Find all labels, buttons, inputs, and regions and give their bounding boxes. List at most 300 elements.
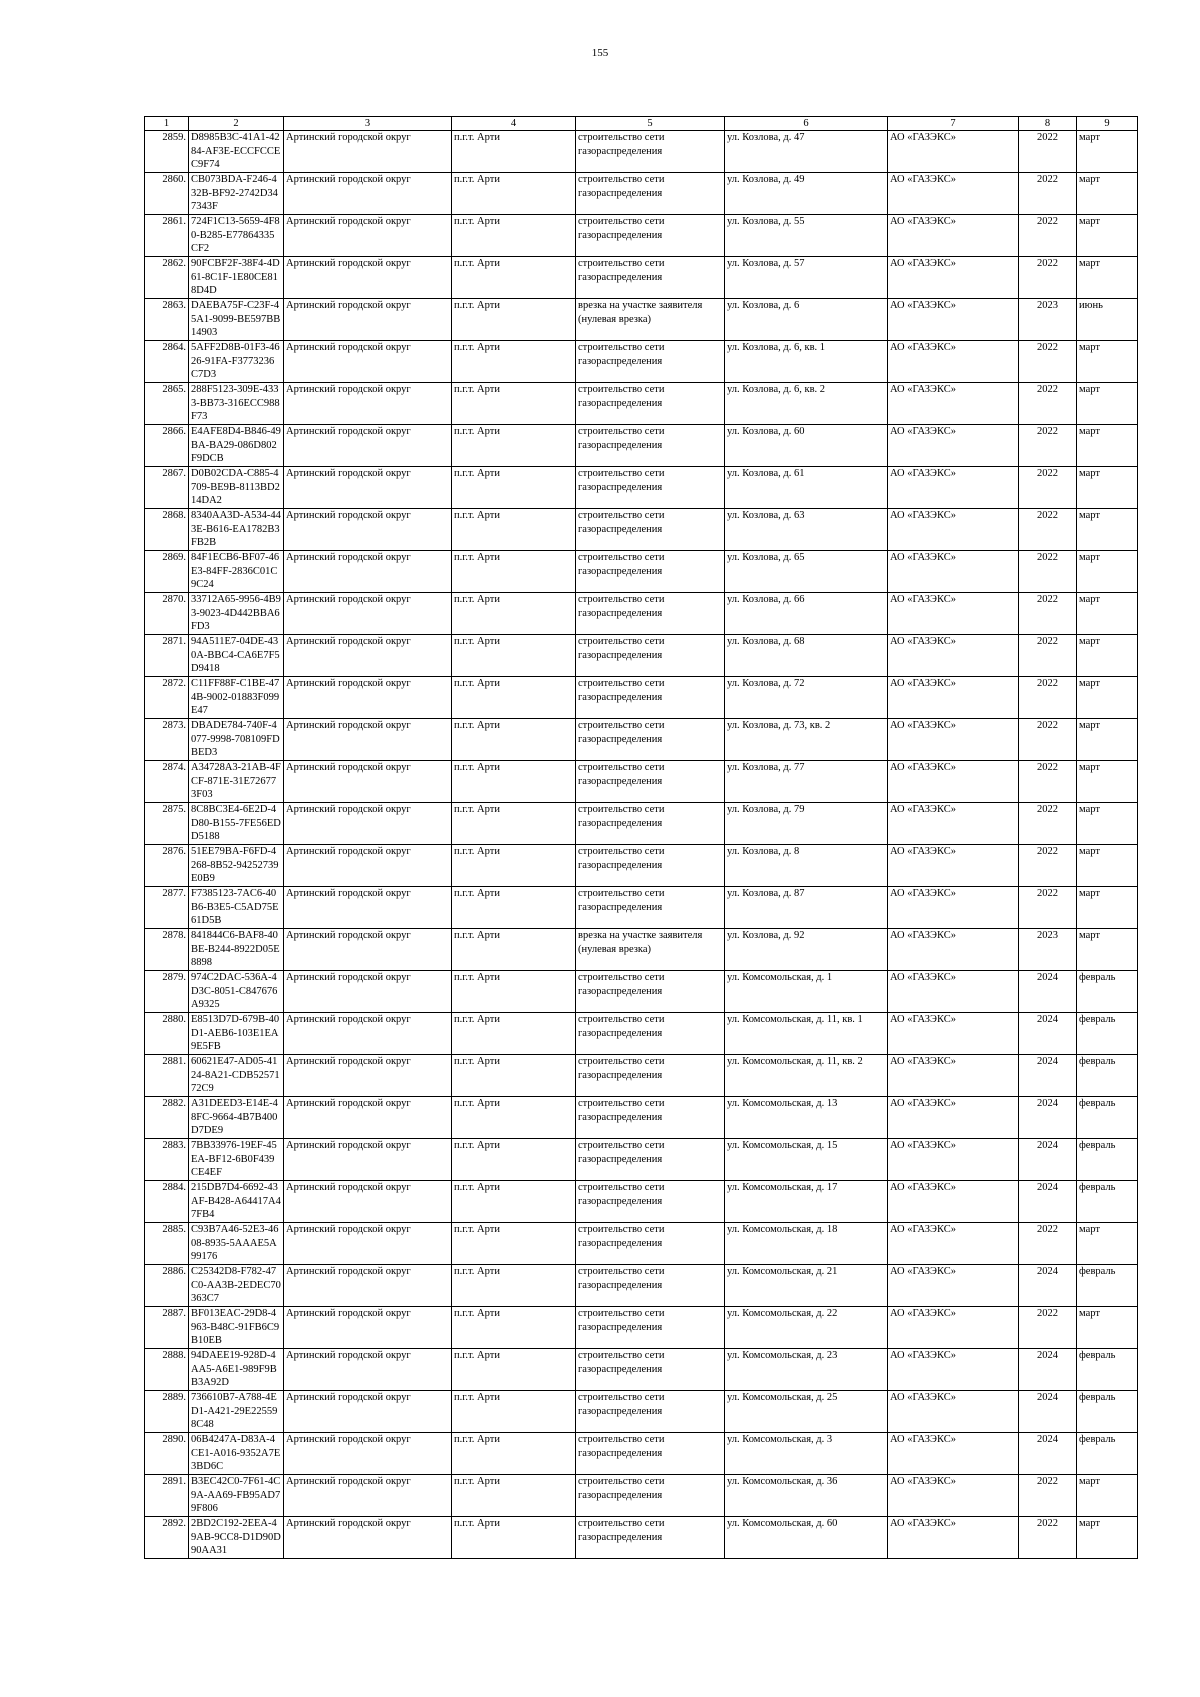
organization-cell: АО «ГАЗЭКС»: [888, 1223, 1019, 1265]
work-type-cell: строительство сети газораспределения: [576, 1013, 725, 1055]
table-row: [145, 677, 1138, 719]
object-id-cell: 288F5123-309E-4333-BB73-316ECC988F73: [189, 383, 284, 425]
month-cell: март: [1077, 1307, 1138, 1349]
settlement-cell: п.г.т. Арти: [452, 719, 576, 761]
table-row: [145, 425, 1138, 467]
organization-cell: АО «ГАЗЭКС»: [888, 1307, 1019, 1349]
year-cell: 2024: [1019, 1055, 1077, 1097]
table-row: [145, 929, 1138, 971]
work-type-cell: строительство сети газораспределения: [576, 383, 725, 425]
month-cell: март: [1077, 215, 1138, 257]
object-id-cell: CB073BDA-F246-432B-BF92-2742D347343F: [189, 173, 284, 215]
object-id-cell: B3EC42C0-7F61-4C9A-AA69-FB95AD79F806: [189, 1475, 284, 1517]
month-cell: март: [1077, 593, 1138, 635]
settlement-cell: п.г.т. Арти: [452, 971, 576, 1013]
table-row: [145, 593, 1138, 635]
address-cell: ул. Козлова, д. 49: [725, 173, 888, 215]
municipality-cell: Артинский городской округ: [284, 1139, 452, 1181]
column-header-4: 4: [452, 117, 576, 131]
address-cell: ул. Козлова, д. 65: [725, 551, 888, 593]
address-cell: ул. Козлова, д. 87: [725, 887, 888, 929]
work-type-cell: строительство сети газораспределения: [576, 1223, 725, 1265]
settlement-cell: п.г.т. Арти: [452, 1307, 576, 1349]
address-cell: ул. Козлова, д. 6, кв. 2: [725, 383, 888, 425]
organization-cell: АО «ГАЗЭКС»: [888, 131, 1019, 173]
column-header-9: 9: [1077, 117, 1138, 131]
row-number-cell: 2860.: [145, 173, 189, 215]
object-id-cell: 7BB33976-19EF-45EA-BF12-6B0F439CE4EF: [189, 1139, 284, 1181]
organization-cell: АО «ГАЗЭКС»: [888, 593, 1019, 635]
year-cell: 2022: [1019, 887, 1077, 929]
work-type-cell: строительство сети газораспределения: [576, 845, 725, 887]
object-id-cell: 724F1C13-5659-4F80-B285-E77864335CF2: [189, 215, 284, 257]
work-type-cell: строительство сети газораспределения: [576, 1097, 725, 1139]
municipality-cell: Артинский городской округ: [284, 509, 452, 551]
address-cell: ул. Комсомольская, д. 13: [725, 1097, 888, 1139]
table-row: [145, 719, 1138, 761]
table-row: [145, 1517, 1138, 1559]
table-row: [145, 1307, 1138, 1349]
organization-cell: АО «ГАЗЭКС»: [888, 257, 1019, 299]
settlement-cell: п.г.т. Арти: [452, 131, 576, 173]
column-header-3: 3: [284, 117, 452, 131]
municipality-cell: Артинский городской округ: [284, 971, 452, 1013]
month-cell: март: [1077, 341, 1138, 383]
row-number-cell: 2871.: [145, 635, 189, 677]
month-cell: март: [1077, 845, 1138, 887]
organization-cell: АО «ГАЗЭКС»: [888, 1349, 1019, 1391]
settlement-cell: п.г.т. Арти: [452, 1181, 576, 1223]
object-id-cell: A34728A3-21AB-4FCF-871E-31E726773F03: [189, 761, 284, 803]
row-number-cell: 2879.: [145, 971, 189, 1013]
organization-cell: АО «ГАЗЭКС»: [888, 803, 1019, 845]
object-id-cell: D8985B3C-41A1-4284-AF3E-ECCFCCEC9F74: [189, 131, 284, 173]
municipality-cell: Артинский городской округ: [284, 635, 452, 677]
table-row: [145, 803, 1138, 845]
object-id-cell: 736610B7-A788-4ED1-A421-29E225598C48: [189, 1391, 284, 1433]
row-number-cell: 2883.: [145, 1139, 189, 1181]
year-cell: 2022: [1019, 635, 1077, 677]
year-cell: 2024: [1019, 1265, 1077, 1307]
work-type-cell: строительство сети газораспределения: [576, 509, 725, 551]
municipality-cell: Артинский городской округ: [284, 1517, 452, 1559]
address-cell: ул. Комсомольская, д. 17: [725, 1181, 888, 1223]
row-number-cell: 2875.: [145, 803, 189, 845]
organization-cell: АО «ГАЗЭКС»: [888, 1433, 1019, 1475]
organization-cell: АО «ГАЗЭКС»: [888, 719, 1019, 761]
row-number-cell: 2884.: [145, 1181, 189, 1223]
municipality-cell: Артинский городской округ: [284, 593, 452, 635]
work-type-cell: строительство сети газораспределения: [576, 1139, 725, 1181]
work-type-cell: строительство сети газораспределения: [576, 1433, 725, 1475]
object-id-cell: 841844C6-BAF8-40BE-B244-8922D05E8898: [189, 929, 284, 971]
organization-cell: АО «ГАЗЭКС»: [888, 845, 1019, 887]
row-number-cell: 2866.: [145, 425, 189, 467]
row-number-cell: 2882.: [145, 1097, 189, 1139]
organization-cell: АО «ГАЗЭКС»: [888, 635, 1019, 677]
row-number-cell: 2885.: [145, 1223, 189, 1265]
table-row: [145, 1391, 1138, 1433]
settlement-cell: п.г.т. Арти: [452, 425, 576, 467]
object-id-cell: 94DAEE19-928D-4AA5-A6E1-989F9BB3A92D: [189, 1349, 284, 1391]
municipality-cell: Артинский городской округ: [284, 1097, 452, 1139]
address-cell: ул. Комсомольская, д. 36: [725, 1475, 888, 1517]
year-cell: 2022: [1019, 551, 1077, 593]
row-number-cell: 2890.: [145, 1433, 189, 1475]
month-cell: март: [1077, 425, 1138, 467]
year-cell: 2024: [1019, 1139, 1077, 1181]
month-cell: февраль: [1077, 1391, 1138, 1433]
address-cell: ул. Козлова, д. 92: [725, 929, 888, 971]
settlement-cell: п.г.т. Арти: [452, 467, 576, 509]
work-type-cell: строительство сети газораспределения: [576, 1307, 725, 1349]
address-cell: ул. Козлова, д. 72: [725, 677, 888, 719]
row-number-cell: 2872.: [145, 677, 189, 719]
municipality-cell: Артинский городской округ: [284, 131, 452, 173]
table-row: [145, 635, 1138, 677]
settlement-cell: п.г.т. Арти: [452, 509, 576, 551]
address-cell: ул. Козлова, д. 6: [725, 299, 888, 341]
table-row: [145, 1139, 1138, 1181]
object-id-cell: 8340AA3D-A534-443E-B616-EA1782B3FB2B: [189, 509, 284, 551]
month-cell: март: [1077, 257, 1138, 299]
column-header-1: 1: [145, 117, 189, 131]
table-row: [145, 1055, 1138, 1097]
settlement-cell: п.г.т. Арти: [452, 677, 576, 719]
object-id-cell: 84F1ECB6-BF07-46E3-84FF-2836C01C9C24: [189, 551, 284, 593]
settlement-cell: п.г.т. Арти: [452, 1013, 576, 1055]
row-number-cell: 2880.: [145, 1013, 189, 1055]
address-cell: ул. Комсомольская, д. 1: [725, 971, 888, 1013]
municipality-cell: Артинский городской округ: [284, 929, 452, 971]
month-cell: март: [1077, 1517, 1138, 1559]
year-cell: 2022: [1019, 425, 1077, 467]
municipality-cell: Артинский городской округ: [284, 761, 452, 803]
year-cell: 2024: [1019, 1181, 1077, 1223]
column-header-6: 6: [725, 117, 888, 131]
address-cell: ул. Козлова, д. 8: [725, 845, 888, 887]
month-cell: март: [1077, 929, 1138, 971]
year-cell: 2022: [1019, 1475, 1077, 1517]
organization-cell: АО «ГАЗЭКС»: [888, 1013, 1019, 1055]
municipality-cell: Артинский городской округ: [284, 551, 452, 593]
row-number-cell: 2877.: [145, 887, 189, 929]
row-number-cell: 2874.: [145, 761, 189, 803]
row-number-cell: 2862.: [145, 257, 189, 299]
settlement-cell: п.г.т. Арти: [452, 761, 576, 803]
year-cell: 2022: [1019, 257, 1077, 299]
work-type-cell: строительство сети газораспределения: [576, 1265, 725, 1307]
year-cell: 2022: [1019, 383, 1077, 425]
row-number-cell: 2881.: [145, 1055, 189, 1097]
municipality-cell: Артинский городской округ: [284, 1307, 452, 1349]
year-cell: 2022: [1019, 131, 1077, 173]
organization-cell: АО «ГАЗЭКС»: [888, 551, 1019, 593]
municipality-cell: Артинский городской округ: [284, 1349, 452, 1391]
work-type-cell: строительство сети газораспределения: [576, 1517, 725, 1559]
table-row: [145, 1097, 1138, 1139]
work-type-cell: строительство сети газораспределения: [576, 1055, 725, 1097]
table-row: [145, 845, 1138, 887]
table-row: [145, 173, 1138, 215]
object-id-cell: 90FCBF2F-38F4-4D61-8C1F-1E80CE818D4D: [189, 257, 284, 299]
settlement-cell: п.г.т. Арти: [452, 299, 576, 341]
work-type-cell: строительство сети газораспределения: [576, 215, 725, 257]
work-type-cell: строительство сети газораспределения: [576, 803, 725, 845]
month-cell: март: [1077, 803, 1138, 845]
row-number-cell: 2868.: [145, 509, 189, 551]
object-id-cell: 215DB7D4-6692-43AF-B428-A64417A47FB4: [189, 1181, 284, 1223]
work-type-cell: строительство сети газораспределения: [576, 971, 725, 1013]
table-row: [145, 467, 1138, 509]
table-row: [145, 257, 1138, 299]
organization-cell: АО «ГАЗЭКС»: [888, 1097, 1019, 1139]
municipality-cell: Артинский городской округ: [284, 215, 452, 257]
year-cell: 2022: [1019, 509, 1077, 551]
month-cell: февраль: [1077, 1349, 1138, 1391]
address-cell: ул. Козлова, д. 68: [725, 635, 888, 677]
municipality-cell: Артинский городской округ: [284, 1223, 452, 1265]
object-id-cell: D0B02CDA-C885-4709-BE9B-8113BD214DA2: [189, 467, 284, 509]
object-id-cell: 974C2DAC-536A-4D3C-8051-C847676A9325: [189, 971, 284, 1013]
year-cell: 2022: [1019, 1223, 1077, 1265]
table-row: [145, 1265, 1138, 1307]
settlement-cell: п.г.т. Арти: [452, 845, 576, 887]
work-type-cell: строительство сети газораспределения: [576, 131, 725, 173]
table-row: [145, 215, 1138, 257]
row-number-cell: 2873.: [145, 719, 189, 761]
table-row: [145, 971, 1138, 1013]
municipality-cell: Артинский городской округ: [284, 1475, 452, 1517]
column-header-7: 7: [888, 117, 1019, 131]
month-cell: март: [1077, 1475, 1138, 1517]
address-cell: ул. Козлова, д. 55: [725, 215, 888, 257]
object-id-cell: E8513D7D-679B-40D1-AEB6-103E1EA9E5FB: [189, 1013, 284, 1055]
settlement-cell: п.г.т. Арти: [452, 383, 576, 425]
municipality-cell: Артинский городской округ: [284, 1433, 452, 1475]
settlement-cell: п.г.т. Арти: [452, 215, 576, 257]
year-cell: 2022: [1019, 761, 1077, 803]
table-row: [145, 761, 1138, 803]
row-number-cell: 2886.: [145, 1265, 189, 1307]
column-header-5: 5: [576, 117, 725, 131]
year-cell: 2023: [1019, 929, 1077, 971]
address-cell: ул. Комсомольская, д. 15: [725, 1139, 888, 1181]
municipality-cell: Артинский городской округ: [284, 845, 452, 887]
object-id-cell: C11FF88F-C1BE-474B-9002-01883F099E47: [189, 677, 284, 719]
row-number-cell: 2889.: [145, 1391, 189, 1433]
table-row: [145, 551, 1138, 593]
row-number-cell: 2869.: [145, 551, 189, 593]
month-cell: март: [1077, 467, 1138, 509]
object-id-cell: 94A511E7-04DE-430A-BBC4-CA6E7F5D9418: [189, 635, 284, 677]
work-type-cell: строительство сети газораспределения: [576, 887, 725, 929]
month-cell: февраль: [1077, 1139, 1138, 1181]
settlement-cell: п.г.т. Арти: [452, 1223, 576, 1265]
month-cell: февраль: [1077, 1097, 1138, 1139]
settlement-cell: п.г.т. Арти: [452, 1391, 576, 1433]
municipality-cell: Артинский городской округ: [284, 1181, 452, 1223]
year-cell: 2024: [1019, 1433, 1077, 1475]
address-cell: ул. Комсомольская, д. 3: [725, 1433, 888, 1475]
municipality-cell: Артинский городской округ: [284, 383, 452, 425]
municipality-cell: Артинский городской округ: [284, 1013, 452, 1055]
work-type-cell: строительство сети газораспределения: [576, 341, 725, 383]
year-cell: 2024: [1019, 1097, 1077, 1139]
row-number-cell: 2888.: [145, 1349, 189, 1391]
table-row: [145, 1181, 1138, 1223]
organization-cell: АО «ГАЗЭКС»: [888, 1055, 1019, 1097]
row-number-cell: 2863.: [145, 299, 189, 341]
address-cell: ул. Комсомольская, д. 21: [725, 1265, 888, 1307]
year-cell: 2024: [1019, 1391, 1077, 1433]
table-body: [145, 131, 1138, 1559]
table-row: [145, 1223, 1138, 1265]
organization-cell: АО «ГАЗЭКС»: [888, 1391, 1019, 1433]
work-type-cell: строительство сети газораспределения: [576, 1391, 725, 1433]
address-cell: ул. Козлова, д. 63: [725, 509, 888, 551]
organization-cell: АО «ГАЗЭКС»: [888, 509, 1019, 551]
organization-cell: АО «ГАЗЭКС»: [888, 173, 1019, 215]
object-id-cell: F7385123-7AC6-40B6-B3E5-C5AD75E61D5B: [189, 887, 284, 929]
month-cell: февраль: [1077, 1433, 1138, 1475]
year-cell: 2022: [1019, 803, 1077, 845]
work-type-cell: строительство сети газораспределения: [576, 635, 725, 677]
address-cell: ул. Козлова, д. 73, кв. 2: [725, 719, 888, 761]
year-cell: 2022: [1019, 173, 1077, 215]
object-id-cell: A31DEED3-E14E-48FC-9664-4B7B400D7DE9: [189, 1097, 284, 1139]
object-id-cell: DAEBA75F-C23F-45A1-9099-BE597BB14903: [189, 299, 284, 341]
month-cell: февраль: [1077, 971, 1138, 1013]
address-cell: ул. Комсомольская, д. 11, кв. 2: [725, 1055, 888, 1097]
table-row: [145, 509, 1138, 551]
row-number-cell: 2878.: [145, 929, 189, 971]
month-cell: март: [1077, 635, 1138, 677]
year-cell: 2022: [1019, 677, 1077, 719]
work-type-cell: строительство сети газораспределения: [576, 719, 725, 761]
settlement-cell: п.г.т. Арти: [452, 635, 576, 677]
year-cell: 2024: [1019, 1349, 1077, 1391]
settlement-cell: п.г.т. Арти: [452, 1265, 576, 1307]
settlement-cell: п.г.т. Арти: [452, 803, 576, 845]
year-cell: 2022: [1019, 593, 1077, 635]
organization-cell: АО «ГАЗЭКС»: [888, 1265, 1019, 1307]
row-number-cell: 2861.: [145, 215, 189, 257]
address-cell: ул. Козлова, д. 57: [725, 257, 888, 299]
year-cell: 2022: [1019, 845, 1077, 887]
object-id-cell: 06B4247A-D83A-4CE1-A016-9352A7E3BD6C: [189, 1433, 284, 1475]
work-type-cell: строительство сети газораспределения: [576, 551, 725, 593]
month-cell: июнь: [1077, 299, 1138, 341]
object-id-cell: C25342D8-F782-47C0-AA3B-2EDEC70363C7: [189, 1265, 284, 1307]
address-cell: ул. Козлова, д. 47: [725, 131, 888, 173]
month-cell: март: [1077, 509, 1138, 551]
table-row: [145, 1349, 1138, 1391]
year-cell: 2022: [1019, 719, 1077, 761]
organization-cell: АО «ГАЗЭКС»: [888, 341, 1019, 383]
municipality-cell: Артинский городской округ: [284, 803, 452, 845]
month-cell: февраль: [1077, 1265, 1138, 1307]
address-cell: ул. Комсомольская, д. 25: [725, 1391, 888, 1433]
month-cell: февраль: [1077, 1055, 1138, 1097]
month-cell: март: [1077, 719, 1138, 761]
work-type-cell: строительство сети газораспределения: [576, 257, 725, 299]
row-number-cell: 2867.: [145, 467, 189, 509]
address-cell: ул. Козлова, д. 61: [725, 467, 888, 509]
address-cell: ул. Комсомольская, д. 22: [725, 1307, 888, 1349]
municipality-cell: Артинский городской округ: [284, 467, 452, 509]
settlement-cell: п.г.т. Арти: [452, 173, 576, 215]
settlement-cell: п.г.т. Арти: [452, 1097, 576, 1139]
settlement-cell: п.г.т. Арти: [452, 1055, 576, 1097]
work-type-cell: врезка на участке заявителя (нулевая врезка): [576, 929, 725, 971]
settlement-cell: п.г.т. Арти: [452, 1433, 576, 1475]
row-number-cell: 2892.: [145, 1517, 189, 1559]
address-cell: ул. Козлова, д. 6, кв. 1: [725, 341, 888, 383]
month-cell: февраль: [1077, 1181, 1138, 1223]
month-cell: март: [1077, 677, 1138, 719]
municipality-cell: Артинский городской округ: [284, 341, 452, 383]
month-cell: март: [1077, 131, 1138, 173]
work-type-cell: строительство сети газораспределения: [576, 593, 725, 635]
table-row: [145, 1013, 1138, 1055]
object-id-cell: 33712A65-9956-4B93-9023-4D442BBA6FD3: [189, 593, 284, 635]
table-row: [145, 1433, 1138, 1475]
year-cell: 2024: [1019, 1013, 1077, 1055]
table-row: [145, 887, 1138, 929]
address-cell: ул. Козлова, д. 60: [725, 425, 888, 467]
table-row: [145, 1475, 1138, 1517]
year-cell: 2022: [1019, 341, 1077, 383]
year-cell: 2022: [1019, 1307, 1077, 1349]
month-cell: март: [1077, 887, 1138, 929]
work-type-cell: строительство сети газораспределения: [576, 1475, 725, 1517]
settlement-cell: п.г.т. Арти: [452, 257, 576, 299]
month-cell: февраль: [1077, 1013, 1138, 1055]
row-number-cell: 2859.: [145, 131, 189, 173]
gas-connection-registry-table: [144, 116, 1138, 1559]
organization-cell: АО «ГАЗЭКС»: [888, 971, 1019, 1013]
settlement-cell: п.г.т. Арти: [452, 1475, 576, 1517]
municipality-cell: Артинский городской округ: [284, 299, 452, 341]
row-number-cell: 2864.: [145, 341, 189, 383]
municipality-cell: Артинский городской округ: [284, 887, 452, 929]
municipality-cell: Артинский городской округ: [284, 173, 452, 215]
column-number-row: [145, 117, 1138, 131]
object-id-cell: 2BD2C192-2EEA-49AB-9CC8-D1D90D90AA31: [189, 1517, 284, 1559]
address-cell: ул. Козлова, д. 77: [725, 761, 888, 803]
row-number-cell: 2887.: [145, 1307, 189, 1349]
year-cell: 2022: [1019, 215, 1077, 257]
month-cell: март: [1077, 173, 1138, 215]
object-id-cell: 5AFF2D8B-01F3-4626-91FA-F3773236C7D3: [189, 341, 284, 383]
work-type-cell: строительство сети газораспределения: [576, 1349, 725, 1391]
table-row: [145, 131, 1138, 173]
year-cell: 2022: [1019, 467, 1077, 509]
organization-cell: АО «ГАЗЭКС»: [888, 761, 1019, 803]
settlement-cell: п.г.т. Арти: [452, 593, 576, 635]
row-number-cell: 2891.: [145, 1475, 189, 1517]
address-cell: ул. Козлова, д. 79: [725, 803, 888, 845]
work-type-cell: строительство сети газораспределения: [576, 761, 725, 803]
object-id-cell: E4AFE8D4-B846-49BA-BA29-086D802F9DCB: [189, 425, 284, 467]
work-type-cell: строительство сети газораспределения: [576, 425, 725, 467]
object-id-cell: 60621E47-AD05-4124-8A21-CDB5257172C9: [189, 1055, 284, 1097]
address-cell: ул. Комсомольская, д. 18: [725, 1223, 888, 1265]
settlement-cell: п.г.т. Арти: [452, 1349, 576, 1391]
municipality-cell: Артинский городской округ: [284, 257, 452, 299]
address-cell: ул. Комсомольская, д. 23: [725, 1349, 888, 1391]
